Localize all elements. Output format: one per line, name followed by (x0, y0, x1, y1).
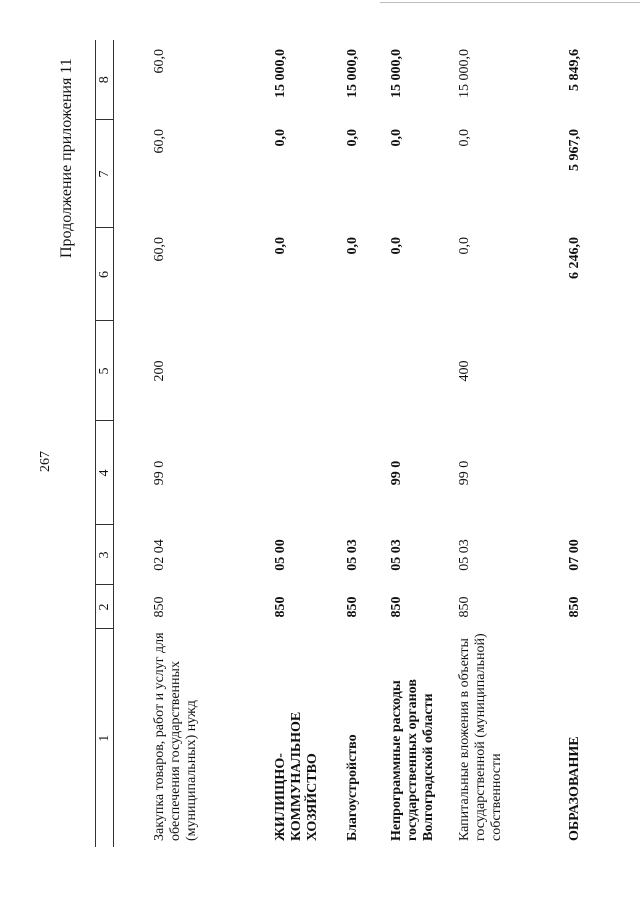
cell-col4: 99 0 (152, 460, 167, 486)
cell-col6: 0,0 (389, 237, 404, 255)
cell-col6: 6 246,0 (567, 237, 582, 279)
cell-col6: 0,0 (345, 237, 360, 255)
cell-col4: 99 0 (389, 460, 404, 486)
table-row (457, 40, 567, 847)
cell-col3: 07 00 (567, 539, 582, 571)
cell-col7: 0,0 (345, 129, 360, 147)
cell-col7: 60,0 (152, 129, 167, 154)
cell-col3: 02 04 (152, 539, 167, 571)
page-number: 267 (38, 451, 53, 472)
cell-col2: 850 (457, 596, 472, 618)
cell-col3: 05 03 (389, 539, 404, 571)
column-header: 4 (96, 421, 114, 525)
column-header: 5 (96, 321, 114, 421)
row-name: ЖИЛИЩНО-КОММУНАЛЬНОЕ ХОЗЯЙСТВО (273, 711, 320, 841)
cell-col5: 400 (457, 360, 472, 382)
row-name: Капитальные вложения в объекты государственной (муниципальной) собственности (457, 633, 504, 841)
column-header: 8 (96, 40, 114, 120)
cell-col7: 0,0 (273, 129, 288, 147)
column-header: 6 (96, 228, 114, 321)
table-row (114, 40, 274, 847)
row-name: ОБРАЗОВАНИЕ (567, 736, 582, 841)
cell-col3: 05 03 (457, 539, 472, 571)
column-header: 2 (96, 585, 114, 629)
cell-col6: 0,0 (457, 237, 472, 255)
table-row (273, 40, 345, 847)
cell-col6: 0,0 (273, 237, 288, 255)
cell-col8: 5 849,6 (567, 49, 582, 91)
table-row (345, 40, 389, 847)
cell-col7: 0,0 (389, 129, 404, 147)
cell-col7: 5 967,0 (567, 129, 582, 171)
cell-col5 (567, 321, 603, 421)
cell-col4: 99 0 (457, 460, 472, 486)
cell-col2: 850 (273, 596, 288, 618)
row-name: Непрограммные расходы государственных органов Волгоградской области (389, 679, 436, 841)
column-header: 7 (96, 120, 114, 228)
cell-col4 (567, 421, 603, 525)
cell-col2: 850 (389, 596, 404, 618)
cell-col5 (273, 321, 345, 421)
cell-col3: 05 03 (345, 539, 360, 571)
table-row (567, 40, 603, 847)
cell-col2: 850 (345, 596, 360, 618)
continuation-label: Продолжение приложения 11 (58, 58, 75, 258)
cell-col5 (345, 321, 389, 421)
row-name: Благоустройство (345, 734, 360, 841)
cell-col8: 15 000,0 (457, 49, 472, 98)
cell-col4 (273, 421, 345, 525)
header-row (96, 40, 114, 847)
cell-col2: 850 (567, 596, 582, 618)
column-header: 3 (96, 525, 114, 585)
budget-table (95, 40, 603, 847)
cell-col8: 15 000,0 (389, 49, 404, 98)
cell-col2: 850 (152, 596, 167, 618)
cell-col6: 60,0 (152, 237, 167, 262)
column-header: 1 (96, 734, 112, 742)
table-row (389, 40, 457, 847)
cell-col8: 15 000,0 (345, 49, 360, 98)
cell-col4 (345, 421, 389, 525)
cell-col5: 200 (152, 360, 167, 382)
row-name: Закупка товаров, работ и услуг для обеспечения государственных (муниципальных) нужд (152, 632, 199, 841)
cell-col8: 60,0 (152, 49, 167, 74)
cell-col7: 0,0 (457, 129, 472, 147)
cell-col8: 15 000,0 (273, 49, 288, 98)
cell-col5 (389, 321, 457, 421)
cell-col3: 05 00 (273, 539, 288, 571)
